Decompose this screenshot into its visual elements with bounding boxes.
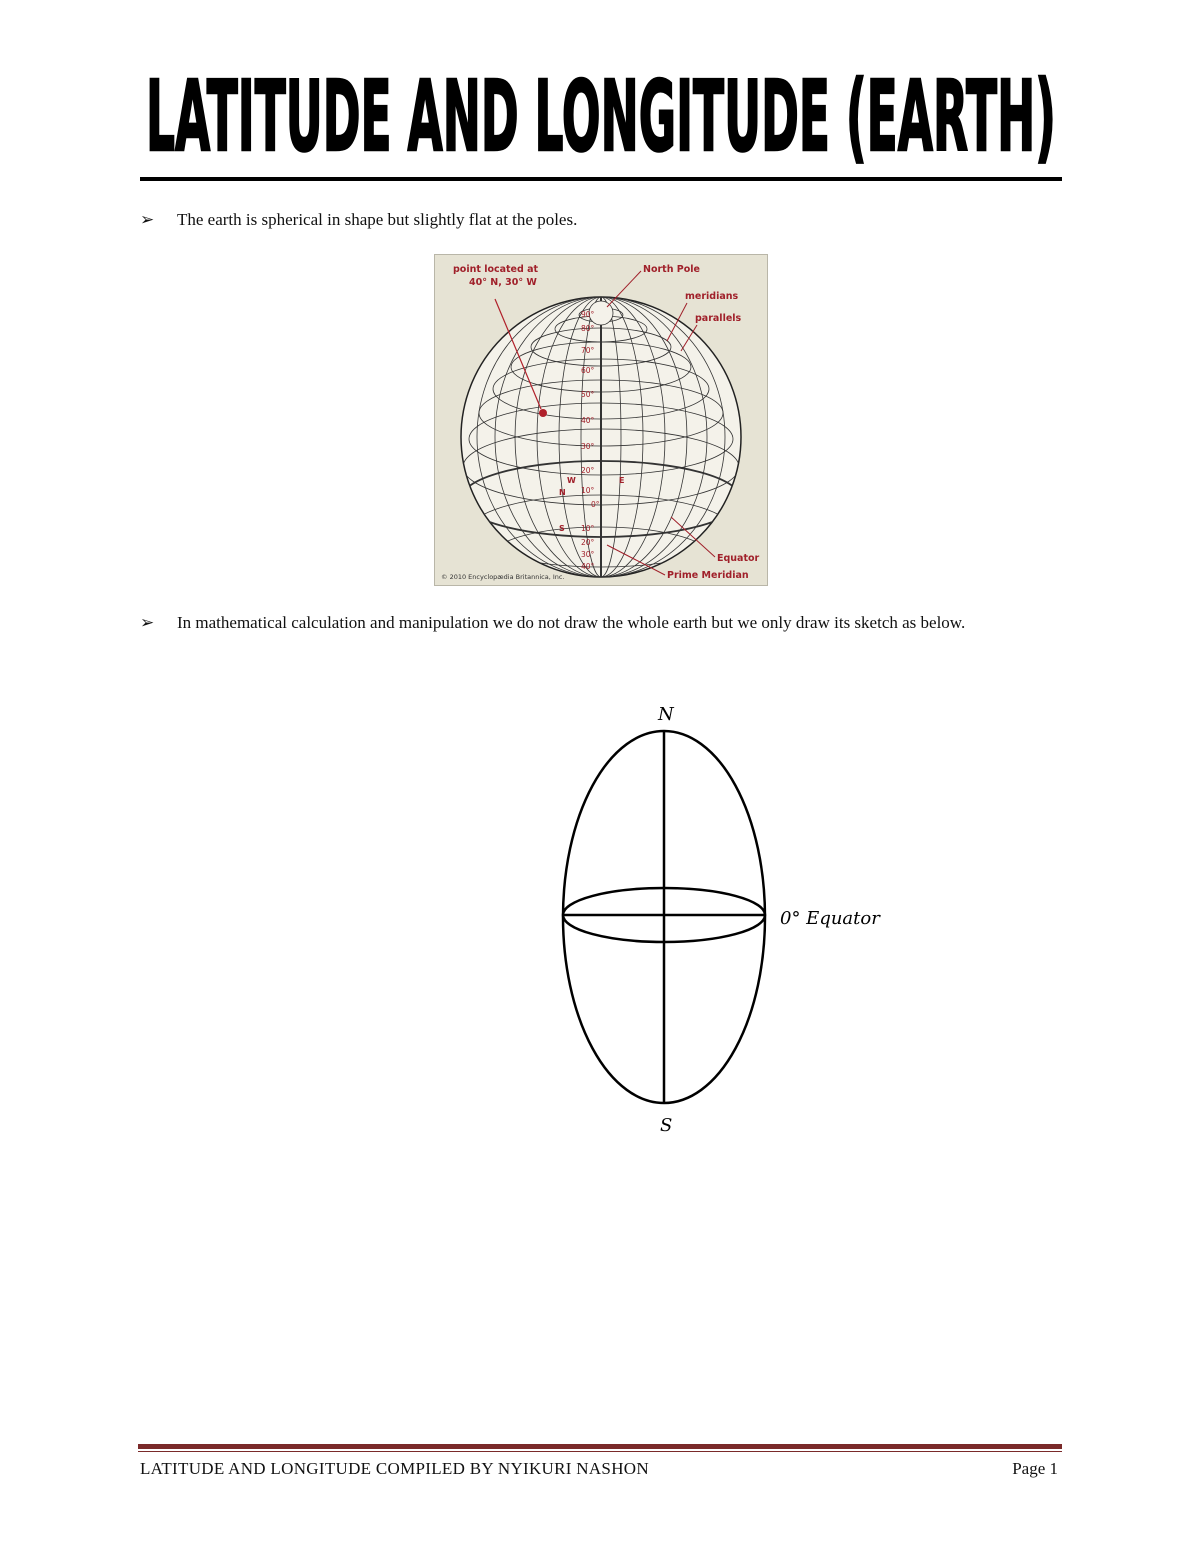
south-label: S	[660, 1115, 673, 1136]
svg-text:50°: 50°	[581, 390, 595, 399]
meridians-label: meridians	[685, 291, 739, 302]
prime-meridian-label: Prime Meridian	[667, 570, 749, 581]
globe-figure	[434, 254, 768, 586]
equator-label: Equator	[717, 553, 760, 564]
equator-sketch-label: 0° Equator	[780, 908, 880, 929]
arrow-bullet-icon: ➢	[140, 613, 155, 632]
bullet-2	[140, 609, 1040, 669]
footer-rule-thin	[138, 1451, 1062, 1452]
svg-text:10°: 10°	[581, 524, 595, 533]
north-label: N	[658, 704, 674, 725]
bullet-1-text: The earth is spherical in shape but slightly flat at the poles.	[177, 210, 578, 229]
page-title	[140, 60, 1062, 185]
svg-text:30°: 30°	[581, 442, 595, 451]
title-wordart	[140, 60, 1062, 185]
copyright-text: © 2010 Encyclopædia Britannica, Inc.	[441, 573, 565, 581]
svg-text:0°: 0°	[591, 500, 600, 509]
svg-text:40°: 40°	[581, 416, 595, 425]
page-number: Page 1	[1012, 1459, 1058, 1478]
svg-text:60°: 60°	[581, 366, 595, 375]
svg-text:20°: 20°	[581, 466, 595, 475]
south-arrow-label: S	[559, 524, 565, 533]
north-arrow-label: N	[559, 488, 566, 497]
bullet-1	[140, 206, 1040, 236]
point-marker	[539, 409, 547, 417]
point-label: point located at	[453, 264, 539, 275]
footer-rule-thick	[138, 1444, 1062, 1449]
svg-text:30°: 30°	[581, 550, 595, 559]
svg-text:70°: 70°	[581, 346, 595, 355]
parallels-label: parallels	[695, 313, 742, 324]
title-underline	[140, 177, 1062, 181]
earth-sketch-svg	[540, 690, 920, 1150]
svg-text:20°: 20°	[581, 538, 595, 547]
arrow-bullet-icon: ➢	[140, 210, 155, 229]
svg-text:10°: 10°	[581, 486, 595, 495]
globe-svg	[435, 255, 767, 585]
svg-text:40°: 40°	[581, 562, 595, 571]
west-label: W	[567, 476, 576, 485]
title-text: LATITUDE AND LONGITUDE (EARTH)	[145, 60, 1056, 174]
svg-text:80°: 80°	[581, 324, 595, 333]
svg-text:90°: 90°	[581, 310, 595, 319]
east-label: E	[619, 476, 625, 485]
north-pole-label: North Pole	[643, 264, 700, 275]
point-coords-label: 40° N, 30° W	[469, 277, 537, 288]
earth-sketch	[540, 690, 920, 1150]
bullet-2-text: In mathematical calculation and manipulation we do not draw the whole earth but we only draw its sketch as below.	[177, 613, 966, 632]
footer-credit: LATITUDE AND LONGITUDE COMPILED BY NYIKURI NASHON	[140, 1459, 649, 1478]
